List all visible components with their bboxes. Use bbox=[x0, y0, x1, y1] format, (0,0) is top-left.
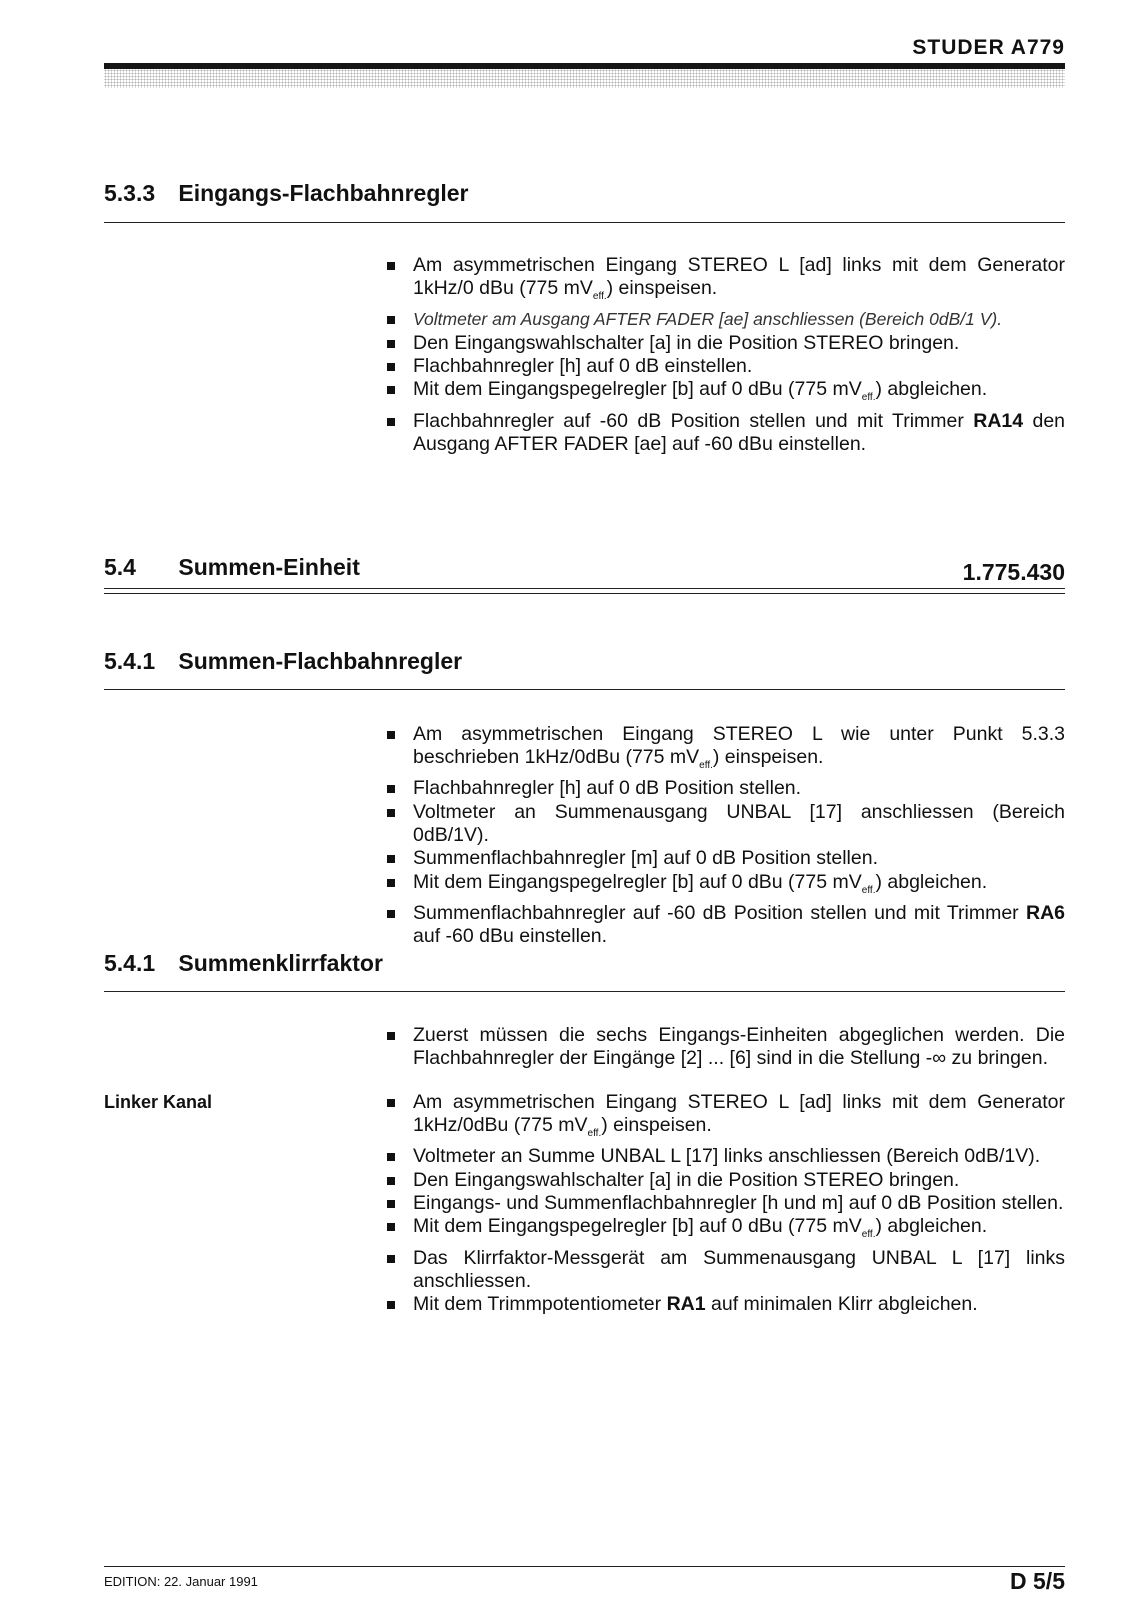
instruction-list-5-4-1-distortion bbox=[383, 1091, 1065, 1316]
side-label-left-channel: Linker Kanal bbox=[104, 1092, 213, 1112]
list-item bbox=[383, 801, 1065, 848]
item-text: Das Klirrfaktor-Messgerät am Summenausgang UNBAL L [17] links anschliessen. bbox=[413, 1246, 1065, 1292]
item-text: Voltmeter am Ausgang AFTER FADER [ae] anschliessen (Bereich 0dB/1 V). bbox=[413, 309, 1003, 330]
instruction-list-5-3-3 bbox=[383, 254, 1065, 456]
section-number: 5.4.1 bbox=[104, 648, 156, 674]
item-text: Flachbahnregler [h] auf 0 dB einstellen. bbox=[413, 355, 753, 378]
list-item bbox=[383, 871, 1065, 902]
list-item bbox=[383, 1247, 1065, 1294]
section-title: Summen-Einheit bbox=[178, 554, 360, 580]
list-item bbox=[383, 1145, 1065, 1168]
item-text: Den Eingangswahlschalter [a] in die Position STEREO bringen. bbox=[413, 331, 960, 354]
part-number: 1.775.430 bbox=[962, 559, 1065, 585]
item-text: Am asymmetrischen Eingang STEREO L [ad] links mit dem Generator 1kHz/0 dBu (775 $mV_{eff.}$) einspeisen. bbox=[413, 254, 1065, 303]
list-item bbox=[383, 410, 1065, 457]
list-item bbox=[383, 1293, 1065, 1316]
list-item bbox=[383, 308, 1065, 331]
item-text: Am asymmetrischen Eingang STEREO L wie unter Punkt 5.3.3 beschrieben 1kHz/0dBu (775 $mV_{eff.}$) einspeisen. bbox=[413, 723, 1065, 772]
list-item bbox=[383, 355, 1065, 378]
item-text: Den Eingangswahlschalter [a] in die Position STEREO bringen. bbox=[413, 1168, 960, 1191]
section-title: Eingangs-Flachbahnregler bbox=[178, 180, 469, 206]
header-rule bbox=[104, 63, 1065, 88]
list-item bbox=[383, 777, 1065, 800]
section-number: 5.4.1 bbox=[104, 950, 156, 976]
item-text: Summenflachbahnregler auf -60 dB Position stellen und mit Trimmer RA6 auf -60 dBu einstellen. bbox=[413, 901, 1065, 948]
list-item bbox=[383, 1192, 1065, 1215]
list-item bbox=[383, 1024, 1065, 1071]
item-text: Eingangs- und Summenflachbahnregler [h und m] auf 0 dB Position stellen. bbox=[413, 1192, 1064, 1215]
list-item bbox=[383, 1169, 1065, 1192]
edition-date: EDITION: 22. Januar 1991 bbox=[104, 1574, 258, 1589]
brand-title: STUDER A779 bbox=[912, 36, 1065, 59]
list-item bbox=[383, 723, 1065, 777]
item-text: Mit dem Eingangspegelregler [b] auf 0 dBu (775 $mV_{eff.}$) abgleichen. bbox=[413, 870, 988, 896]
item-text: Summenflachbahnregler [m] auf 0 dB Position stellen. bbox=[413, 847, 879, 870]
list-item bbox=[383, 332, 1065, 355]
section-title: Summen-Flachbahnregler bbox=[178, 648, 463, 674]
page-number: D 5/5 bbox=[1010, 1568, 1065, 1594]
intro-list-5-4-1-distortion bbox=[383, 1024, 1065, 1071]
list-item bbox=[383, 1215, 1065, 1246]
section-heading-5-3-3 bbox=[104, 180, 469, 207]
list-item bbox=[383, 902, 1065, 949]
item-text: Voltmeter an Summenausgang UNBAL [17] anschliessen (Bereich 0dB/1V). bbox=[413, 800, 1065, 847]
item-text: Flachbahnregler auf -60 dB Position stellen und mit Trimmer RA14 den Ausgang AFTER FADER [ae] auf -60 dBu einstellen. bbox=[413, 409, 1066, 455]
section-title: Summenklirrfaktor bbox=[178, 950, 383, 976]
item-text: Mit dem Trimmpotentiometer RA1 auf minimalen Klirr abgleichen. bbox=[413, 1293, 978, 1316]
section-rule bbox=[104, 689, 1065, 690]
section-rule bbox=[104, 991, 1065, 992]
section-heading-5-4-1-distortion bbox=[104, 950, 383, 977]
section-number: 5.4 bbox=[104, 554, 136, 580]
section-heading-5-4-1-fader bbox=[104, 648, 462, 675]
section-heading-5-4 bbox=[104, 554, 360, 581]
list-item bbox=[383, 1091, 1065, 1145]
list-item bbox=[383, 847, 1065, 870]
item-text: Am asymmetrischen Eingang STEREO L [ad] links mit dem Generator 1kHz/0dBu (775 $mV_{eff.}$) einspeisen. bbox=[413, 1091, 1065, 1140]
section-number: 5.3.3 bbox=[104, 180, 156, 206]
section-rule bbox=[104, 222, 1065, 223]
list-item bbox=[383, 254, 1065, 308]
section-double-rule bbox=[104, 588, 1065, 594]
item-text: Mit dem Eingangspegelregler [b] auf 0 dBu (775 $mV_{eff.}$) abgleichen. bbox=[413, 378, 988, 404]
list-item bbox=[383, 378, 1065, 409]
item-text: Flachbahnregler [h] auf 0 dB Position stellen. bbox=[413, 777, 802, 800]
instruction-list-5-4-1-fader bbox=[383, 723, 1065, 948]
item-text: Zuerst müssen die sechs Eingangs-Einheiten abgeglichen werden. Die Flachbahnregler der Eingänge [2] ... [6] sind in die Stellung -∞ zu bringen. bbox=[413, 1024, 1065, 1070]
item-text: Voltmeter an Summe UNBAL L [17] links anschliessen (Bereich 0dB/1V). bbox=[413, 1145, 1041, 1168]
item-text: Mit dem Eingangspegelregler [b] auf 0 dBu (775 $mV_{eff.}$) abgleichen. bbox=[413, 1215, 988, 1241]
footer-rule bbox=[104, 1566, 1065, 1567]
